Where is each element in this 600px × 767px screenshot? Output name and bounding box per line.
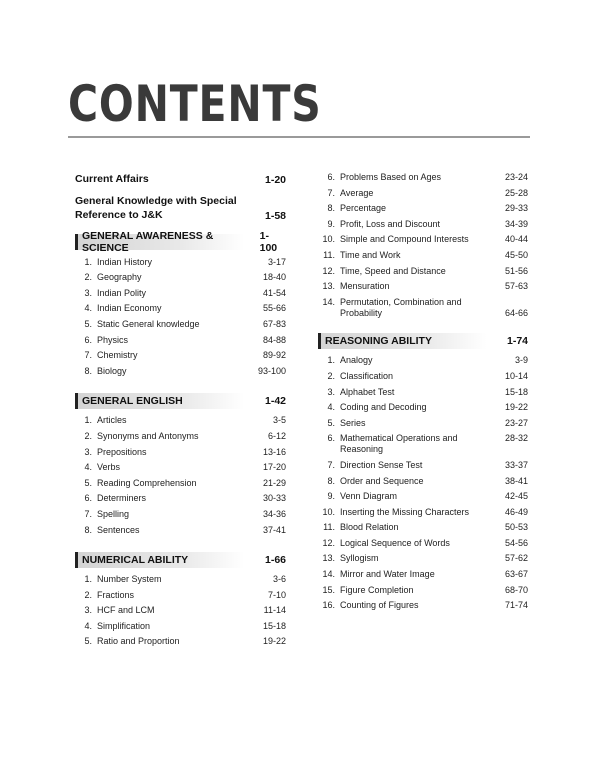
toc-item: 3. Prepositions 13-16: [84, 446, 286, 457]
toc-item: 1. Analogy 3-9: [327, 355, 528, 366]
toc-item: 4. Indian Economy 55-66: [84, 303, 286, 314]
toc-item: 3. Alphabet Test 15-18: [327, 386, 528, 397]
toc-item: 7. Direction Sense Test 33-37: [327, 459, 528, 470]
section-pages: 1-66: [264, 553, 286, 566]
toc-top-entry: [75, 172, 286, 186]
toc-item: 11. Blood Relation 50-53: [323, 522, 528, 533]
toc-item: 6. Physics 84-88: [84, 334, 286, 345]
toc-item: 2. Fractions 7-10: [84, 589, 286, 600]
toc-item: 12. Logical Sequence of Words 54-56: [322, 537, 528, 548]
section-pages: 1-74: [506, 334, 528, 347]
section-header: [75, 230, 286, 254]
toc-item: 2. Synonyms and Antonyms 6-12: [84, 430, 286, 441]
toc-item: 3. Indian Polity 41-54: [84, 287, 286, 298]
toc-item: 7. Spelling 34-36: [84, 508, 286, 519]
toc-item: 5. Reading Comprehension 21-29: [84, 477, 286, 488]
toc-item: 9. Profit, Loss and Discount 34-39: [327, 218, 528, 229]
toc-item: 14. Mirror and Water Image 63-67: [322, 569, 528, 580]
toc-item: 11. Time and Work 45-50: [323, 249, 528, 260]
toc-item: 5. Series 23-27: [327, 417, 528, 428]
toc-item: 6. Determiners 30-33: [84, 493, 286, 504]
toc-item: 10. Simple and Compound Interests 40-44: [322, 234, 528, 245]
section-header: [75, 393, 286, 409]
toc-item: 8. Biology 93-100: [84, 365, 286, 376]
toc-top-entry-pages: 1-58: [264, 210, 286, 222]
toc-item: 5. Static General knowledge 67-83: [84, 318, 286, 329]
toc-top-entry-title: General Knowledge with Special Reference to J&K: [75, 195, 237, 221]
toc-item: 1. Number System 3-6: [84, 574, 286, 585]
toc-item: 4. Verbs 17-20: [84, 462, 286, 473]
toc-item: 2. Geography 18-40: [84, 272, 286, 283]
left-column: [75, 172, 286, 647]
toc-item: 6. Problems Based on Ages 23-24: [327, 172, 528, 182]
toc-item: 9. Venn Diagram 42-45: [327, 491, 528, 502]
page-title: CONTENTS: [68, 75, 322, 133]
section-header: [75, 552, 286, 568]
section-header: [318, 333, 528, 349]
toc-item: 4. Simplification 15-18: [84, 620, 286, 631]
section-pages: 1-100: [259, 230, 278, 254]
toc-item: 1. Indian History 3-17: [84, 256, 286, 267]
title-rule: [68, 136, 530, 138]
toc-item: 13. Mensuration 57-63: [322, 281, 528, 292]
toc-item: 10. Inserting the Missing Characters 46-49: [322, 506, 528, 517]
toc-item: 5. Ratio and Proportion 19-22: [84, 636, 286, 647]
toc-item: 8. Order and Sequence 38-41: [327, 475, 528, 486]
toc-item: 15. Figure Completion 68-70: [322, 584, 528, 595]
right-column: [318, 172, 528, 611]
toc-item: 1. Articles 3-5: [84, 415, 286, 426]
toc-top-entry-title: Current Affairs: [75, 173, 149, 185]
toc-item: 12. Time, Speed and Distance 51-56: [322, 265, 528, 276]
toc-item: 7. Average 25-28: [327, 187, 528, 198]
toc-item: 13. Syllogism 57-62: [322, 553, 528, 564]
toc-item: 3. HCF and LCM 11-14: [84, 605, 286, 616]
toc-item: 8. Percentage 29-33: [327, 203, 528, 214]
section-pages: 1-42: [264, 394, 286, 407]
toc-item: 6. Mathematical Operations and Reasoning 28-32: [327, 433, 528, 455]
toc-top-entry: [75, 194, 286, 222]
toc-item: 16. Counting of Figures 71-74: [322, 600, 528, 611]
toc-item: 14. Permutation, Combination and Probability 64-66: [322, 296, 528, 318]
toc-item: 7. Chemistry 89-92: [84, 350, 286, 361]
toc-item: 4. Coding and Decoding 19-22: [327, 402, 528, 413]
toc-item: 2. Classification 10-14: [327, 370, 528, 381]
section-title: GENERAL ENGLISH: [82, 394, 183, 407]
section-title: REASONING ABILITY: [325, 334, 432, 347]
section-title: GENERAL AWARENESS & SCIENCE: [82, 230, 214, 254]
section-title: NUMERICAL ABILITY: [82, 553, 189, 566]
toc-item: 8. Sentences 37-41: [84, 524, 286, 535]
toc-top-entry-pages: 1-20: [264, 174, 286, 186]
